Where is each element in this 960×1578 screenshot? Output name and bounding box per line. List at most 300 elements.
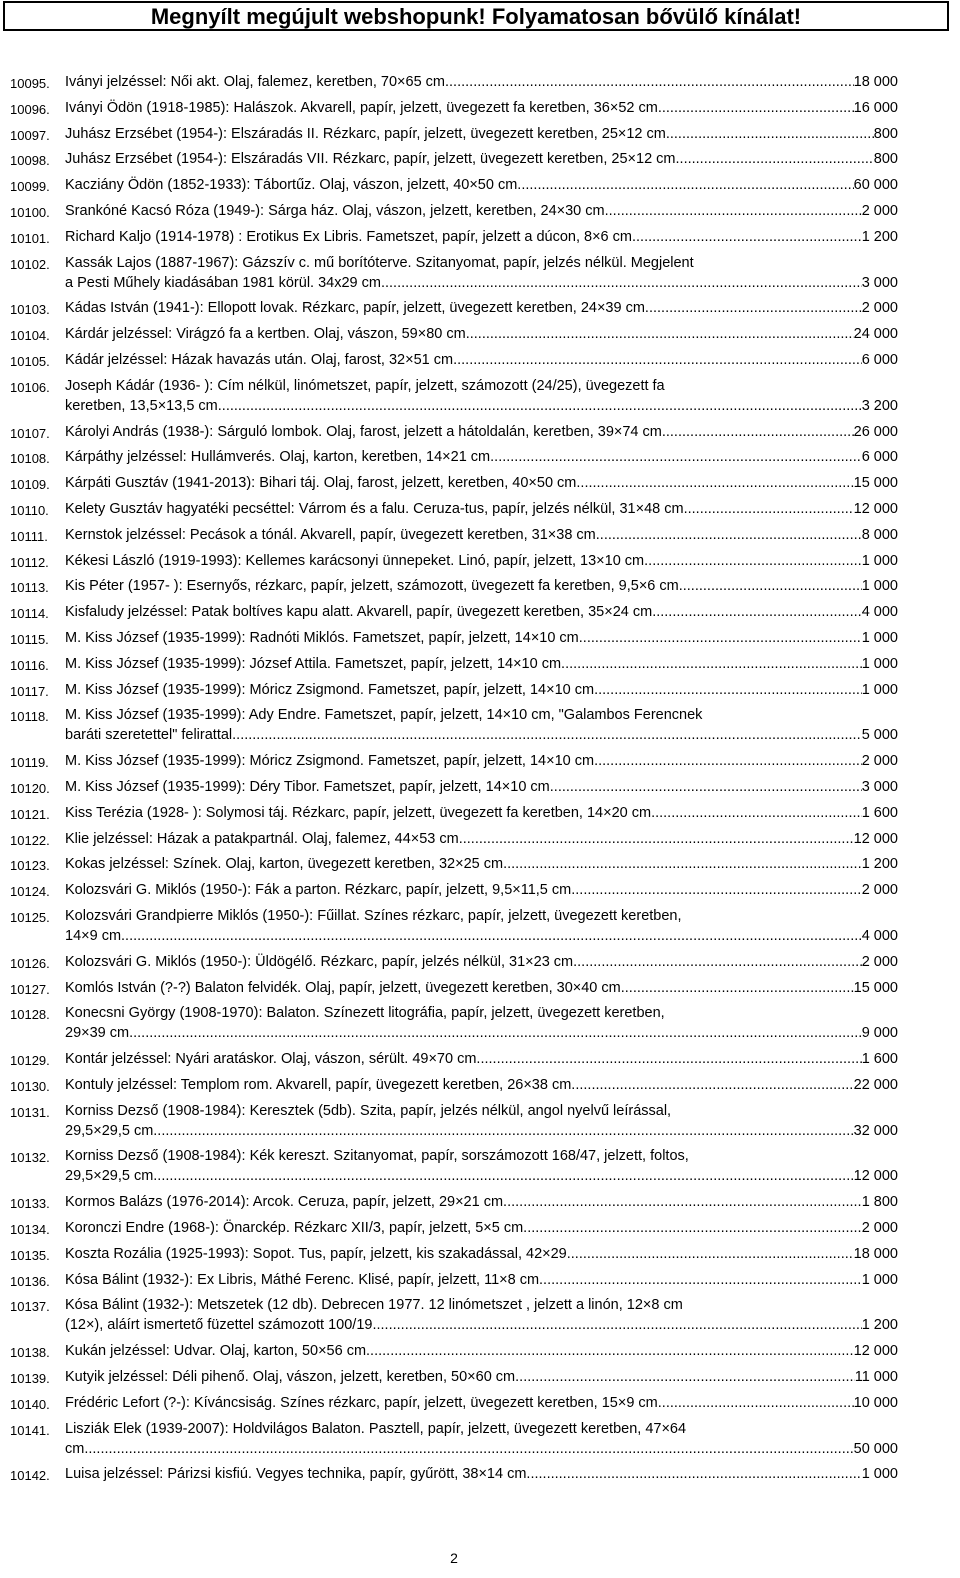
item-price: 4 000 <box>861 604 898 621</box>
catalog-item <box>0 906 960 946</box>
item-number: 10125. <box>10 909 50 925</box>
item-description <box>65 1244 898 1264</box>
item-number: 10099. <box>10 179 50 195</box>
item-description-line: M. Kiss József (1935-1999): Móricz Zsigmond. Fametszet, papír, jelzett, 14×10 cm <box>65 753 595 770</box>
item-number: 10101. <box>10 230 50 246</box>
item-description-line: Kassák Lajos (1887-1967): Gázszív c. mű borítóterve. Szitanyomat, papír, jelzés nélkül. Megjelent <box>65 254 694 271</box>
item-number: 10134. <box>10 1222 50 1238</box>
catalog-item <box>0 628 960 648</box>
item-number: 10103. <box>10 302 50 318</box>
item-description <box>65 1419 898 1459</box>
item-number: 10136. <box>10 1273 50 1289</box>
dot-leader <box>550 777 862 797</box>
item-price: 1 600 <box>861 804 898 821</box>
item-description-line: Kárpáthy jelzéssel: Hullámverés. Olaj, karton, keretben, 14×21 cm <box>65 449 491 466</box>
item-price: 15 000 <box>853 979 898 996</box>
item-description <box>65 576 898 596</box>
catalog-item <box>0 680 960 700</box>
item-description-line: (12×), aláírt ismertető füzettel számozott 100/19 <box>65 1317 373 1334</box>
dot-leader <box>476 1049 861 1069</box>
item-description-line: Juhász Erzsébet (1954-): Elszáradás II. Rézkarc, papír, jelzett, üvegezett keretben, 25×12 cm <box>65 125 666 142</box>
item-description-line: Kiss Terézia (1928- ): Solymosi táj. Rézkarc, papír, jelzett, üvegezett fa keretben, 14×20 cm <box>65 804 652 821</box>
item-description-line: Kósa Bálint (1932-): Ex Libris, Máthé Ferenc. Klisé, papír, jelzett, 11×8 cm <box>65 1271 540 1288</box>
catalog-item <box>0 1419 960 1459</box>
item-description-line: M. Kiss József (1935-1999): Móricz Zsigmond. Fametszet, papír, jelzett, 14×10 cm <box>65 681 595 698</box>
catalog-item <box>0 525 960 545</box>
item-number: 10097. <box>10 127 50 143</box>
item-number: 10105. <box>10 353 50 369</box>
item-number: 10129. <box>10 1053 50 1069</box>
item-number: 10118. <box>10 709 49 725</box>
item-description-line: Kokas jelzéssel: Színek. Olaj, karton, üvegezett keretben, 32×25 cm <box>65 856 504 873</box>
item-description <box>65 201 898 221</box>
item-description <box>65 854 898 874</box>
item-number: 10095. <box>10 76 50 91</box>
item-price: 1 000 <box>861 681 898 698</box>
item-description <box>65 602 898 622</box>
catalog-item <box>0 705 960 745</box>
item-price: 1 000 <box>861 1271 898 1288</box>
item-price: 4 000 <box>861 927 898 944</box>
item-number: 10100. <box>10 204 50 220</box>
dot-leader <box>679 576 862 596</box>
item-number: 10120. <box>10 780 50 796</box>
item-number: 10111. <box>10 528 48 544</box>
dot-leader <box>459 829 854 849</box>
item-description <box>65 829 898 849</box>
dot-leader <box>573 952 862 972</box>
dot-leader <box>676 149 874 169</box>
item-description <box>65 1464 898 1484</box>
catalog-item <box>0 978 960 998</box>
item-description <box>65 1146 898 1186</box>
item-price: 6 000 <box>861 449 898 466</box>
item-number: 10133. <box>10 1196 50 1212</box>
item-description <box>65 551 898 571</box>
item-description-line: Kelety Gusztáv hagyatéki pecséttel: Várrom és a falu. Ceruza-tus, papír, jelzés nélkül, 31×48 cm <box>65 500 684 517</box>
item-number: 10112. <box>10 554 49 570</box>
item-description <box>65 499 898 519</box>
item-description <box>65 654 898 674</box>
item-description <box>65 447 898 467</box>
item-price: 1 600 <box>861 1051 898 1068</box>
item-description <box>65 98 898 118</box>
item-description-line: Iványi jelzéssel: Női akt. Olaj, falemez, keretben, 70×65 cm <box>65 74 445 90</box>
catalog-item <box>0 227 960 247</box>
catalog-item <box>0 1218 960 1238</box>
dot-leader <box>523 1218 862 1238</box>
item-description-line: 29,5×29,5 cm <box>65 1122 154 1139</box>
catalog-item <box>0 1192 960 1212</box>
item-price: 8 000 <box>861 526 898 543</box>
item-price: 1 200 <box>861 856 898 873</box>
item-number: 10104. <box>10 328 50 344</box>
item-description <box>65 149 898 169</box>
catalog-item <box>0 829 960 849</box>
catalog-item <box>0 149 960 169</box>
item-description-line: Komlós István (?-?) Balaton felvidék. Olaj, papír, jelzett, üvegezett keretben, 30×40 cm <box>65 979 621 996</box>
item-number: 10098. <box>10 153 50 169</box>
dot-leader <box>372 1315 861 1335</box>
catalog-item <box>0 1244 960 1264</box>
dot-leader <box>517 175 853 195</box>
dot-leader <box>153 1121 853 1141</box>
catalog-item <box>0 1393 960 1413</box>
item-description-line: Frédéric Lefort (?-): Kíváncsiság. Színes rézkarc, papír, jelzett, üvegezett keretben, 15×9 cm <box>65 1394 658 1411</box>
catalog-item <box>0 324 960 344</box>
item-price: 32 000 <box>853 1122 898 1139</box>
item-description <box>65 422 898 442</box>
catalog-item <box>0 376 960 416</box>
dot-leader <box>666 124 874 144</box>
item-description <box>65 628 898 648</box>
dot-leader <box>644 551 862 571</box>
item-description <box>65 1270 898 1290</box>
item-description-line: Lisziák Elek (1939-2007): Holdvilágos Balaton. Pasztell, papír, jelzett, üvegezett keretben, 47×64 <box>65 1420 687 1437</box>
item-description-line: Iványi Ödön (1918-1985): Halászok. Akvarell, papír, jelzett, üvegezett fa keretben, 36×52 cm <box>65 99 658 116</box>
dot-leader <box>490 447 862 467</box>
item-number: 10110. <box>10 502 49 518</box>
item-description-line: Koronczi Endre (1968-): Önarckép. Rézkarc XII/3, papír, jelzett, 5×5 cm <box>65 1220 524 1237</box>
item-description <box>65 1192 898 1212</box>
item-description-line: Kernstok jelzéssel: Pecások a tónál. Akvarell, papír, üvegezett keretben, 31×38 cm <box>65 526 596 543</box>
catalog-item <box>0 1464 960 1484</box>
webshop-announcement-banner: Megnyílt megújult webshopunk! Folyamatosan bővülő kínálat! <box>3 1 949 31</box>
dot-leader <box>232 725 862 745</box>
item-description-line: Kádas István (1941-): Ellopott lovak. Rézkarc, papír, jelzett, üvegezett keretben, 24×39 cm <box>65 300 645 317</box>
dot-leader <box>561 654 862 674</box>
catalog-item <box>0 880 960 900</box>
item-price: 1 000 <box>861 552 898 569</box>
item-description-line: Kósa Bálint (1932-): Metszetek (12 db). Debrecen 1977. 12 linómetszet , jelzett a linón, 12×8 cm <box>65 1297 683 1314</box>
item-description-line: Luisa jelzéssel: Párizsi kisfiú. Vegyes technika, papír, gyűrött, 38×14 cm <box>65 1466 527 1483</box>
catalog-item <box>0 602 960 622</box>
item-price: 12 000 <box>853 830 898 847</box>
item-price: 2 000 <box>861 1220 898 1237</box>
dot-leader <box>515 1367 855 1387</box>
catalog-item <box>0 1270 960 1290</box>
catalog-item <box>0 952 960 972</box>
item-price: 800 <box>873 151 898 168</box>
item-number: 10109. <box>10 477 50 493</box>
item-number: 10132. <box>10 1150 50 1166</box>
item-description-line: Kormos Balázs (1976-2014): Arcok. Ceruza, papír, jelzett, 29×21 cm <box>65 1194 504 1211</box>
item-description-line: Koszta Rozália (1925-1993): Sopot. Tus, papír, jelzett, kis szakadással, 42×29 <box>65 1245 567 1262</box>
catalog-item <box>0 253 960 293</box>
dot-leader <box>596 525 862 545</box>
page-number: 2 <box>450 1550 458 1566</box>
item-number: 10131. <box>10 1104 50 1120</box>
dot-leader <box>366 1341 854 1361</box>
dot-leader <box>445 72 854 92</box>
dot-leader <box>684 499 854 519</box>
item-price: 12 000 <box>853 500 898 517</box>
catalog-item <box>0 298 960 318</box>
item-description <box>65 952 898 972</box>
item-description <box>65 175 898 195</box>
item-price: 9 000 <box>861 1025 898 1042</box>
item-number: 10139. <box>10 1371 50 1387</box>
item-number: 10107. <box>10 425 50 441</box>
item-description <box>65 376 898 416</box>
dot-leader <box>453 350 862 370</box>
item-price: 11 000 <box>854 1369 898 1386</box>
dot-leader <box>658 1393 854 1413</box>
item-description-line: Kis Péter (1957- ): Esernyős, rézkarc, papír, jelzett, számozott, üvegezett fa keretben, 9,5×6 cm <box>65 578 679 595</box>
item-price: 18 000 <box>853 74 898 90</box>
item-description <box>65 124 898 144</box>
item-price: 2 000 <box>861 202 898 219</box>
item-description <box>65 803 898 823</box>
item-number: 10121. <box>10 806 50 822</box>
item-price: 1 800 <box>861 1194 898 1211</box>
item-description <box>65 227 898 247</box>
item-price: 18 000 <box>853 1245 898 1262</box>
item-price: 26 000 <box>853 423 898 440</box>
item-price: 1 000 <box>861 578 898 595</box>
item-description <box>65 906 898 946</box>
catalog-item <box>0 350 960 370</box>
dot-leader <box>218 396 862 416</box>
dot-leader <box>594 680 862 700</box>
item-description-line: Kolozsvári Grandpierre Miklós (1950-): Fűillat. Színes rézkarc, papír, jelzett, üvegezett keretben, <box>65 907 682 924</box>
item-description-line: Korniss Dezső (1908-1984): Kék kereszt. Szitanyomat, papír, sorszámozott 168/47, jelzett, foltos, <box>65 1148 689 1165</box>
catalog-item <box>0 654 960 674</box>
dot-leader <box>605 201 862 221</box>
dot-leader <box>632 227 862 247</box>
item-price: 6 000 <box>861 351 898 368</box>
catalog-item <box>0 777 960 797</box>
dot-leader <box>658 98 854 118</box>
item-number: 10117. <box>10 683 49 699</box>
item-price: 1 000 <box>861 629 898 646</box>
item-description-line: keretben, 13,5×13,5 cm <box>65 397 218 414</box>
item-description <box>65 1101 898 1141</box>
item-price: 3 200 <box>861 397 898 414</box>
item-price: 2 000 <box>861 882 898 899</box>
item-price: 2 000 <box>861 953 898 970</box>
catalog-item <box>0 854 960 874</box>
catalog-item <box>0 551 960 571</box>
item-number: 10106. <box>10 379 50 395</box>
item-number: 10115. <box>10 631 49 647</box>
item-description-line: Kacziány Ödön (1852-1933): Tábortűz. Olaj, vászon, jelzett, 40×50 cm <box>65 177 518 194</box>
dot-leader <box>645 298 862 318</box>
dot-leader <box>153 1166 853 1186</box>
item-description <box>65 751 898 771</box>
item-number: 10138. <box>10 1345 50 1361</box>
item-description-line: 14×9 cm <box>65 927 122 944</box>
item-price: 22 000 <box>853 1076 898 1093</box>
item-description-line: Kontár jelzéssel: Nyári aratáskor. Olaj, vászon, sérült. 49×70 cm <box>65 1051 477 1068</box>
item-description <box>65 680 898 700</box>
catalog-item <box>0 201 960 221</box>
item-description-line: baráti szeretettel" felirattal <box>65 727 233 744</box>
item-description-line: Richard Kaljo (1914-1978) : Erotikus Ex Libris. Fametszet, papír, jelzett a dúcon, 8×6 cm <box>65 228 632 245</box>
catalog-item <box>0 803 960 823</box>
item-description <box>65 705 898 745</box>
catalog-item <box>0 1049 960 1069</box>
dot-leader <box>466 324 854 344</box>
item-price: 12 000 <box>853 1168 898 1185</box>
item-number: 10119. <box>10 755 49 771</box>
catalog-list <box>0 72 960 1490</box>
dot-leader <box>621 978 854 998</box>
catalog-item <box>0 751 960 771</box>
item-description <box>65 1049 898 1069</box>
dot-leader <box>662 422 854 442</box>
item-price: 2 000 <box>861 300 898 317</box>
item-number: 10142. <box>10 1468 50 1484</box>
item-description <box>65 253 898 293</box>
dot-leader <box>503 1192 862 1212</box>
dot-leader <box>571 1075 853 1095</box>
item-description <box>65 1341 898 1361</box>
item-description-line: Kárpáti Gusztáv (1941-2013): Bihari táj. Olaj, farost, jelzett, keretben, 40×50 cm <box>65 475 577 492</box>
catalog-item <box>0 1146 960 1186</box>
item-description-line: Srankóné Kacsó Róza (1949-): Sárga ház. Olaj, vászon, jelzett, keretben, 24×30 cm <box>65 202 605 219</box>
item-number: 10126. <box>10 955 50 971</box>
dot-leader <box>503 854 862 874</box>
item-description <box>65 525 898 545</box>
catalog-item <box>0 447 960 467</box>
item-price: 5 000 <box>861 727 898 744</box>
item-number: 10127. <box>10 981 50 997</box>
dot-leader <box>129 1023 862 1043</box>
dot-leader <box>84 1439 853 1459</box>
item-description-line: Kutyik jelzéssel: Déli pihenő. Olaj, vászon, jelzett, keretben, 50×60 cm <box>65 1369 516 1386</box>
item-description-line: Kontuly jelzéssel: Templom rom. Akvarell, papír, üvegezett keretben, 26×38 cm <box>65 1076 572 1093</box>
item-number: 10141. <box>10 1422 50 1438</box>
item-description-line: Kolozsvári G. Miklós (1950-): Fák a parton. Rézkarc, papír, jelzett, 9,5×11,5 cm <box>65 882 572 899</box>
item-description <box>65 324 898 344</box>
item-description-line: a Pesti Műhely kiadásában 1981 körül. 34x29 cm. <box>65 274 385 291</box>
item-description <box>65 1003 898 1043</box>
catalog-item <box>0 499 960 519</box>
dot-leader <box>567 1244 854 1264</box>
item-price: 1 200 <box>861 1317 898 1334</box>
item-price: 1 000 <box>861 655 898 672</box>
item-description-line: Kolozsvári G. Miklós (1950-): Üldögélő. Rézkarc, papír, jelzés nélkül, 31×23 cm <box>65 953 574 970</box>
item-number: 10113. <box>10 580 49 596</box>
item-price: 800 <box>873 125 898 142</box>
dot-leader <box>526 1464 861 1484</box>
item-number: 10137. <box>10 1299 50 1315</box>
item-description-line: Kisfaludy jelzéssel: Patak boltíves kapu alatt. Akvarell, papír, üvegezett keretben, 35×24 cm <box>65 604 653 621</box>
item-number: 10108. <box>10 451 50 467</box>
catalog-item <box>0 422 960 442</box>
item-number: 10135. <box>10 1247 50 1263</box>
catalog-item <box>0 72 960 92</box>
dot-leader <box>652 602 862 622</box>
item-number: 10130. <box>10 1078 50 1094</box>
item-number: 10122. <box>10 832 50 848</box>
item-number: 10116. <box>10 657 49 673</box>
catalog-item <box>0 1295 960 1335</box>
dot-leader <box>594 751 862 771</box>
item-description-line: Károlyi András (1938-): Sárguló lombok. Olaj, farost, jelzett a hátoldalán, keretben, 39×74 cm <box>65 423 662 440</box>
item-description <box>65 777 898 797</box>
catalog-item <box>0 1003 960 1043</box>
item-price: 2 000 <box>861 753 898 770</box>
item-number: 10124. <box>10 884 50 900</box>
item-description <box>65 473 898 493</box>
item-description <box>65 1367 898 1387</box>
item-description-line: Juhász Erzsébet (1954-): Elszáradás VII. Rézkarc, papír, jelzett, üvegezett keretben, 25×12 cm <box>65 151 676 168</box>
catalog-item <box>0 1367 960 1387</box>
dot-leader <box>571 880 861 900</box>
item-description <box>65 1393 898 1413</box>
item-price: 10 000 <box>853 1394 898 1411</box>
item-price: 1 200 <box>861 228 898 245</box>
dot-leader <box>651 803 862 823</box>
catalog-item <box>0 576 960 596</box>
item-description-line: Klie jelzéssel: Házak a patakpartnál. Olaj, falemez, 44×53 cm <box>65 830 459 847</box>
item-number: 10123. <box>10 858 50 874</box>
item-description-line: M. Kiss József (1935-1999): Déry Tibor. Fametszet, papír, jelzett, 14×10 cm <box>65 778 550 795</box>
item-description-line: Kárdár jelzéssel: Virágzó fa a kertben. Olaj, vászon, 59×80 cm <box>65 326 466 343</box>
item-description <box>65 350 898 370</box>
catalog-item <box>0 124 960 144</box>
item-description-line: Konecsni György (1908-1970): Balaton. Színezett litográfia, papír, jelzett, üvegezett keretben, <box>65 1005 665 1022</box>
dot-leader <box>539 1270 862 1290</box>
catalog-item <box>0 175 960 195</box>
catalog-item <box>0 1341 960 1361</box>
item-description-line: M. Kiss József (1935-1999): József Attila. Fametszet, papír, jelzett, 14×10 cm <box>65 655 562 672</box>
catalog-item <box>0 1101 960 1141</box>
item-description <box>65 1218 898 1238</box>
item-price: 15 000 <box>853 475 898 492</box>
item-description <box>65 880 898 900</box>
item-price: 1 000 <box>861 1466 898 1483</box>
dot-leader <box>121 926 862 946</box>
dot-leader <box>576 473 853 493</box>
item-description-line: 29,5×29,5 cm <box>65 1168 154 1185</box>
catalog-item <box>0 473 960 493</box>
item-price: 50 000 <box>853 1440 898 1457</box>
item-description <box>65 298 898 318</box>
item-price: 12 000 <box>853 1343 898 1360</box>
item-number: 10096. <box>10 101 50 117</box>
item-description-line: 29×39 cm <box>65 1025 130 1042</box>
item-description-line: M. Kiss József (1935-1999): Radnóti Miklós. Fametszet, papír, jelzett, 14×10 cm. <box>65 629 583 646</box>
dot-leader <box>385 273 862 293</box>
item-description-line: M. Kiss József (1935-1999): Ady Endre. Fametszet, papír, jelzett, 14×10 cm, "Galambos Ferencnek <box>65 707 703 724</box>
item-description-line: cm <box>65 1440 85 1457</box>
catalog-item <box>0 98 960 118</box>
item-description-line: Kukán jelzéssel: Udvar. Olaj, karton, 50×56 cm <box>65 1343 367 1360</box>
item-number: 10114. <box>10 606 49 622</box>
item-description <box>65 72 898 92</box>
item-price: 3 000 <box>861 778 898 795</box>
item-description-line: Korniss Dezső (1908-1984): Keresztek (5db). Szita, papír, jelzés nélkül, angol nyelvű leírással, <box>65 1102 672 1119</box>
item-description <box>65 978 898 998</box>
item-description <box>65 1075 898 1095</box>
catalog-item <box>0 1075 960 1095</box>
item-number: 10102. <box>10 256 50 272</box>
item-price: 3 000 <box>861 274 898 291</box>
item-price: 16 000 <box>853 99 898 116</box>
item-price: 24 000 <box>853 326 898 343</box>
item-description-line: Kékesi László (1919-1993): Kellemes karácsonyi ünnepeket. Linó, papír, jelzett, 13×10 cm <box>65 552 645 569</box>
item-description-line: Joseph Kádár (1936- ): Cím nélkül, linómetszet, papír, jelzett, számozott (24/25), üvegezett fa <box>65 377 665 394</box>
item-description-line: Kádár jelzéssel: Házak havazás után. Olaj, farost, 32×51 cm <box>65 351 454 368</box>
item-number: 10128. <box>10 1007 50 1023</box>
item-price: 60 000 <box>853 177 898 194</box>
item-description <box>65 1295 898 1335</box>
dot-leader <box>583 628 862 648</box>
item-number: 10140. <box>10 1396 50 1412</box>
